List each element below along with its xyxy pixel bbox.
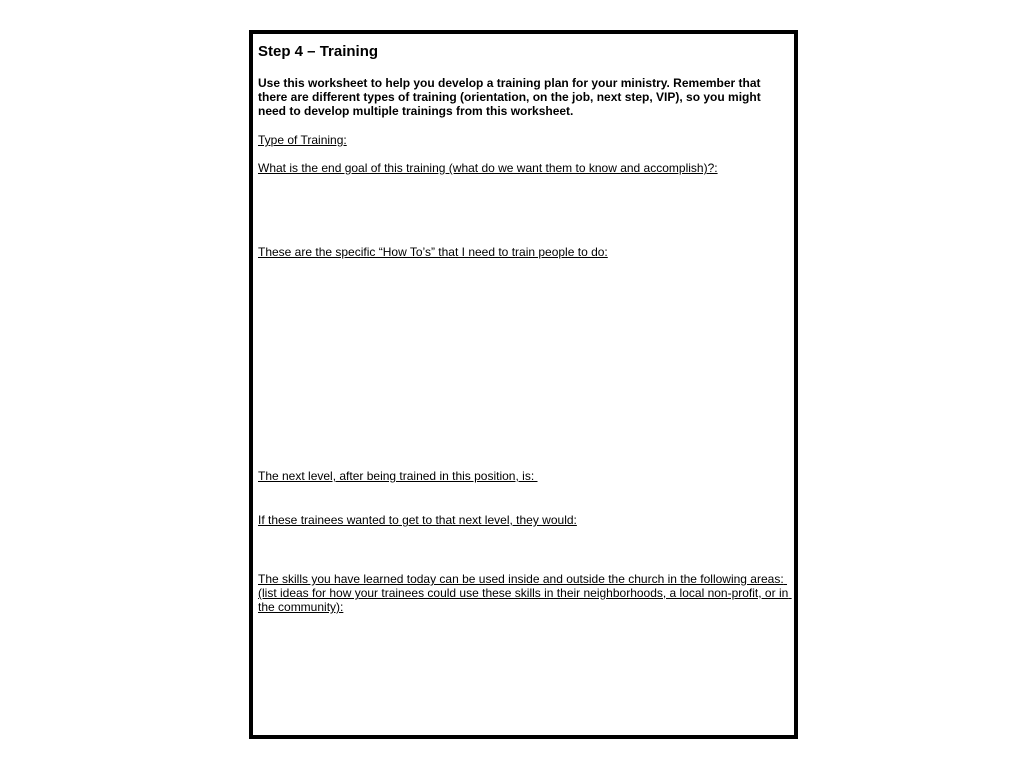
worksheet-intro: Use this worksheet to help you develop a training plan for your ministry. Remember that there are different types of training (orientation, on the job, next step, VIP), so you might need to develop multiple trainings from this worksheet. [258,76,761,118]
get-to-next-level-prompt: If these trainees wanted to get to that next level, they would: [258,513,577,527]
worksheet-frame [249,30,798,739]
next-level-prompt: The next level, after being trained in this position, is: [258,469,538,483]
how-tos-prompt: These are the specific “How To’s” that I need to train people to do: [258,245,608,259]
type-of-training-prompt: Type of Training: [258,133,347,147]
worksheet-title: Step 4 – Training [258,43,379,60]
end-goal-prompt: What is the end goal of this training (what do we want them to know and accomplish)?: [258,161,718,175]
skills-areas-prompt: The skills you have learned today can be used inside and outside the church in the following areas: (list ideas for how your trainees could use these skills in their neighborhoods, a local non-profit, or in the community): [258,572,792,614]
